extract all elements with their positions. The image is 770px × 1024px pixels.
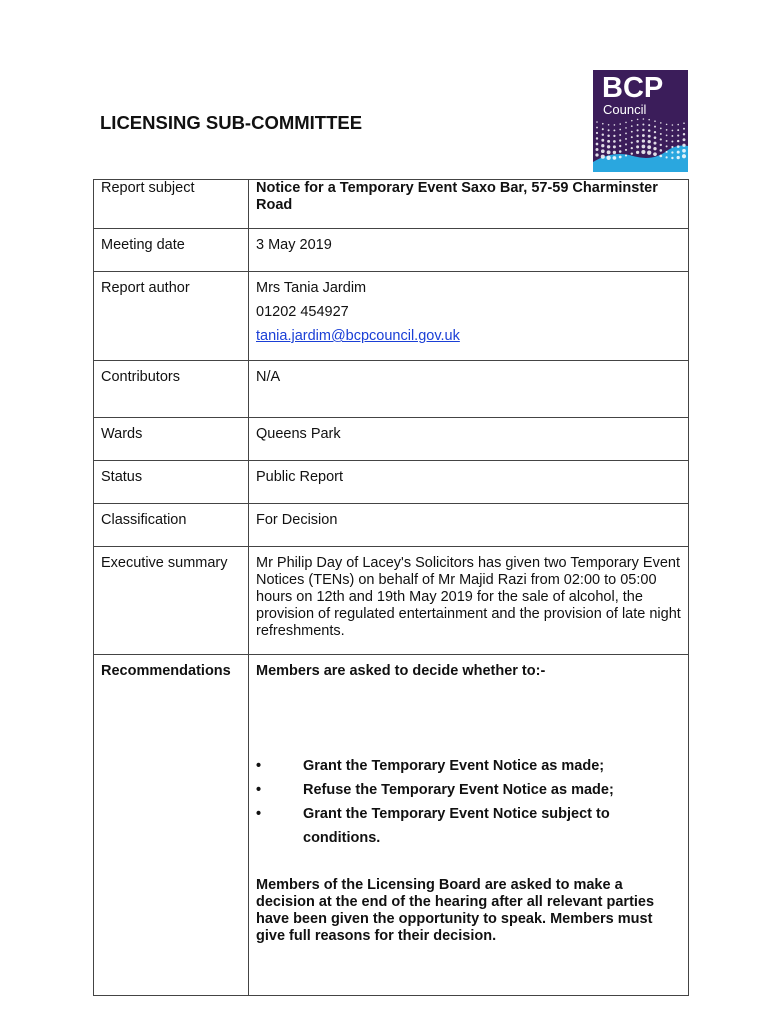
- meeting-date-value: 3 May 2019: [249, 229, 689, 272]
- executive-summary-value: Mr Philip Day of Lacey's Solicitors has given two Temporary Event Notices (TENs) on behalf of Mr Majid Razi from 02:00 to 05:00 hours on 12th and 19th May 2019 for the sale of alcohol, the provision of regulated entertainment and the provision of late night refreshments.: [249, 547, 689, 655]
- row-label: Meeting date: [94, 229, 249, 272]
- row-label: Recommendations: [94, 655, 249, 996]
- contributors-value: N/A: [249, 361, 689, 418]
- row-label: Classification: [94, 504, 249, 547]
- table-row: [94, 272, 689, 361]
- report-author-value: [249, 272, 689, 361]
- logo-sub: Council: [603, 102, 647, 117]
- recommendations-intro: Members are asked to decide whether to:-: [256, 663, 546, 679]
- recommendation-options: [256, 758, 681, 847]
- page-title: LICENSING SUB-COMMITTEE: [100, 112, 363, 133]
- list-item: • Refuse the Temporary Event Notice as made;: [256, 782, 614, 798]
- list-item: • Grant the Temporary Event Notice as made;: [256, 758, 605, 774]
- table-row: [94, 361, 689, 418]
- table-row: [94, 180, 689, 229]
- table-row: [94, 655, 689, 996]
- report-table: [93, 179, 689, 996]
- row-label: Contributors: [94, 361, 249, 418]
- list-item: • Grant the Temporary Event Notice subject to conditions.: [256, 806, 681, 847]
- bullet-icon: •: [256, 806, 262, 822]
- row-label: Executive summary: [94, 547, 249, 655]
- classification-value: For Decision: [249, 504, 689, 547]
- table-row: [94, 418, 689, 461]
- table-row: [94, 461, 689, 504]
- bullet-icon: •: [256, 758, 262, 774]
- report-subject-value: Notice for a Temporary Event Saxo Bar, 57-59 Charminster Road: [249, 180, 689, 229]
- table-row: [94, 547, 689, 655]
- row-label: Status: [94, 461, 249, 504]
- recommendations-closing: Members of the Licensing Board are asked to make a decision at the end of the hearing after all relevant parties have been given the opportunity to speak. Members must give full reasons for their decision.: [256, 877, 655, 944]
- bullet-icon: •: [256, 782, 262, 798]
- bcp-council-logo: [593, 70, 688, 172]
- author-email-link[interactable]: tania.jardim@bcpcouncil.gov.uk: [256, 328, 460, 344]
- option-continuation: conditions.: [303, 830, 381, 846]
- table-row: [94, 504, 689, 547]
- logo-brand: BCP: [602, 72, 664, 104]
- row-label: Report subject: [94, 180, 249, 229]
- table-row: [94, 229, 689, 272]
- recommendations-value: [249, 655, 689, 996]
- status-value: Public Report: [249, 461, 689, 504]
- row-label: Report author: [94, 272, 249, 361]
- row-label: Wards: [94, 418, 249, 461]
- author-phone: 01202 454927: [256, 304, 349, 320]
- author-name: Mrs Tania Jardim: [256, 280, 367, 296]
- wards-value: Queens Park: [249, 418, 689, 461]
